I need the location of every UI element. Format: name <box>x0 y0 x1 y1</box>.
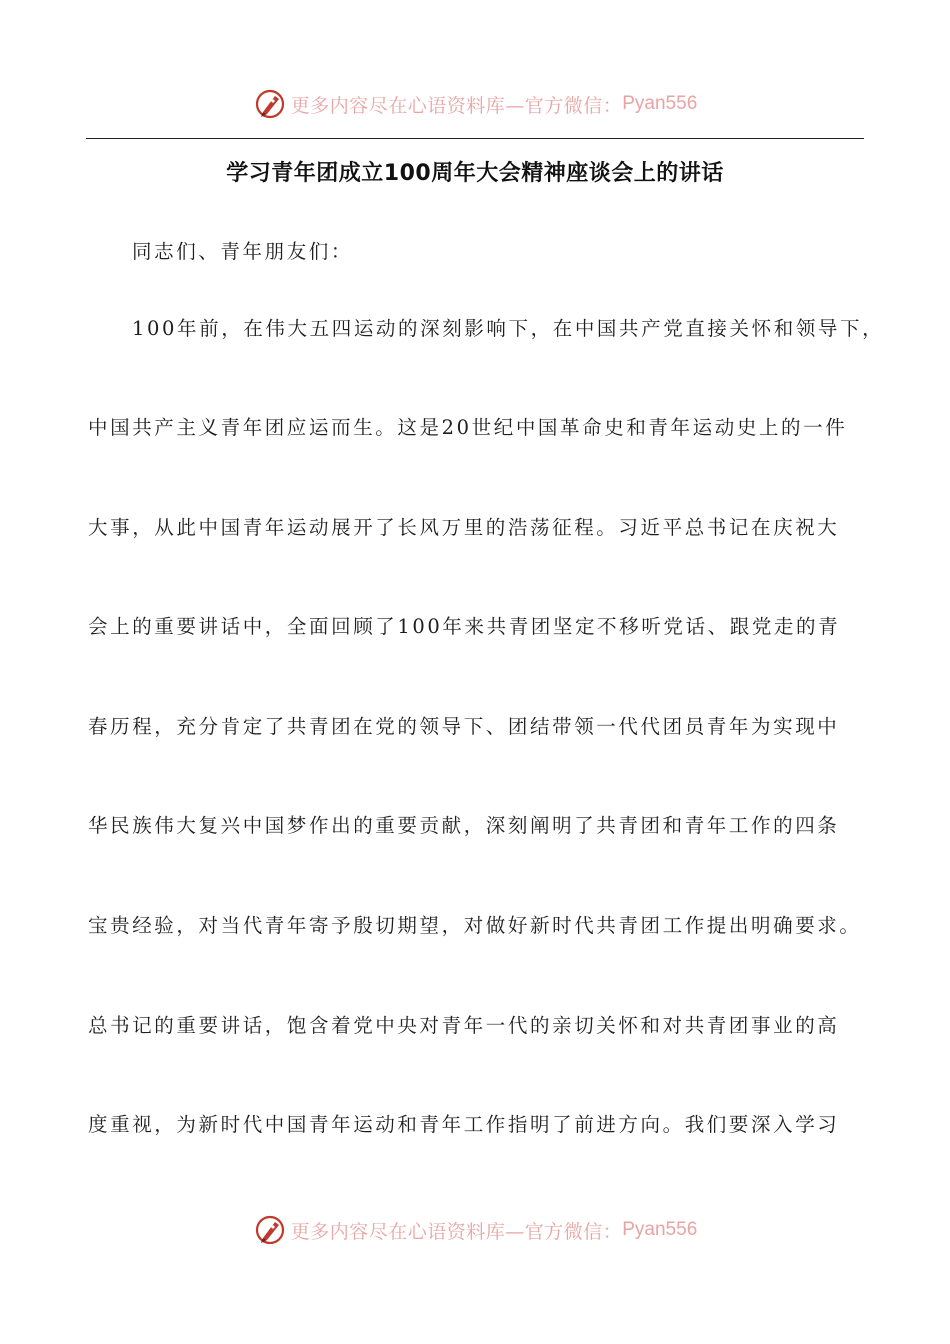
paragraph-line: 宝贵经验，对当代青年寄予殷切期望，对做好新时代共青团工作提出明确要求。 <box>88 914 862 937</box>
header-watermark-banner <box>0 84 950 124</box>
banner-text: 更多内容尽在心语资料库—官方微信： <box>290 94 623 117</box>
pen-nib-logo-icon <box>253 87 287 121</box>
header-rule <box>86 138 864 139</box>
banner-wechat-id: Pyan556 <box>622 93 698 114</box>
paragraph-line: 春历程，充分肯定了共青团在党的领导下、团结带领一代代团员青年为实现中 <box>88 715 840 738</box>
paragraph-line: 中国共产主义青年团应运而生。这是20世纪中国革命史和青年运动史上的一件 <box>88 416 848 439</box>
paragraph-line: 100年前，在伟大五四运动的深刻影响下，在中国共产党直接关怀和领导下， <box>132 317 885 340</box>
salutation-line: 同志们、青年朋友们： <box>132 240 354 263</box>
paragraph-line: 度重视，为新时代中国青年运动和青年工作指明了前进方向。我们要深入学习 <box>88 1113 840 1136</box>
pen-nib-logo-icon <box>253 1213 287 1247</box>
paragraph-line: 大事，从此中国青年运动展开了长风万里的浩荡征程。习近平总书记在庆祝大 <box>88 516 840 539</box>
document-title: 学习青年团成立100周年大会精神座谈会上的讲话 <box>226 161 724 186</box>
footer-watermark-banner <box>0 1210 950 1250</box>
paragraph-line: 会上的重要讲话中，全面回顾了100年来共青团坚定不移听党话、跟党走的青 <box>88 615 841 638</box>
banner-text: 更多内容尽在心语资料库—官方微信： <box>290 1220 623 1243</box>
banner-wechat-id: Pyan556 <box>622 1219 698 1240</box>
paragraph-line: 华民族伟大复兴中国梦作出的重要贡献，深刻阐明了共青团和青年工作的四条 <box>88 814 840 837</box>
paragraph-line: 总书记的重要讲话，饱含着党中央对青年一代的亲切关怀和对共青团事业的高 <box>88 1014 840 1037</box>
